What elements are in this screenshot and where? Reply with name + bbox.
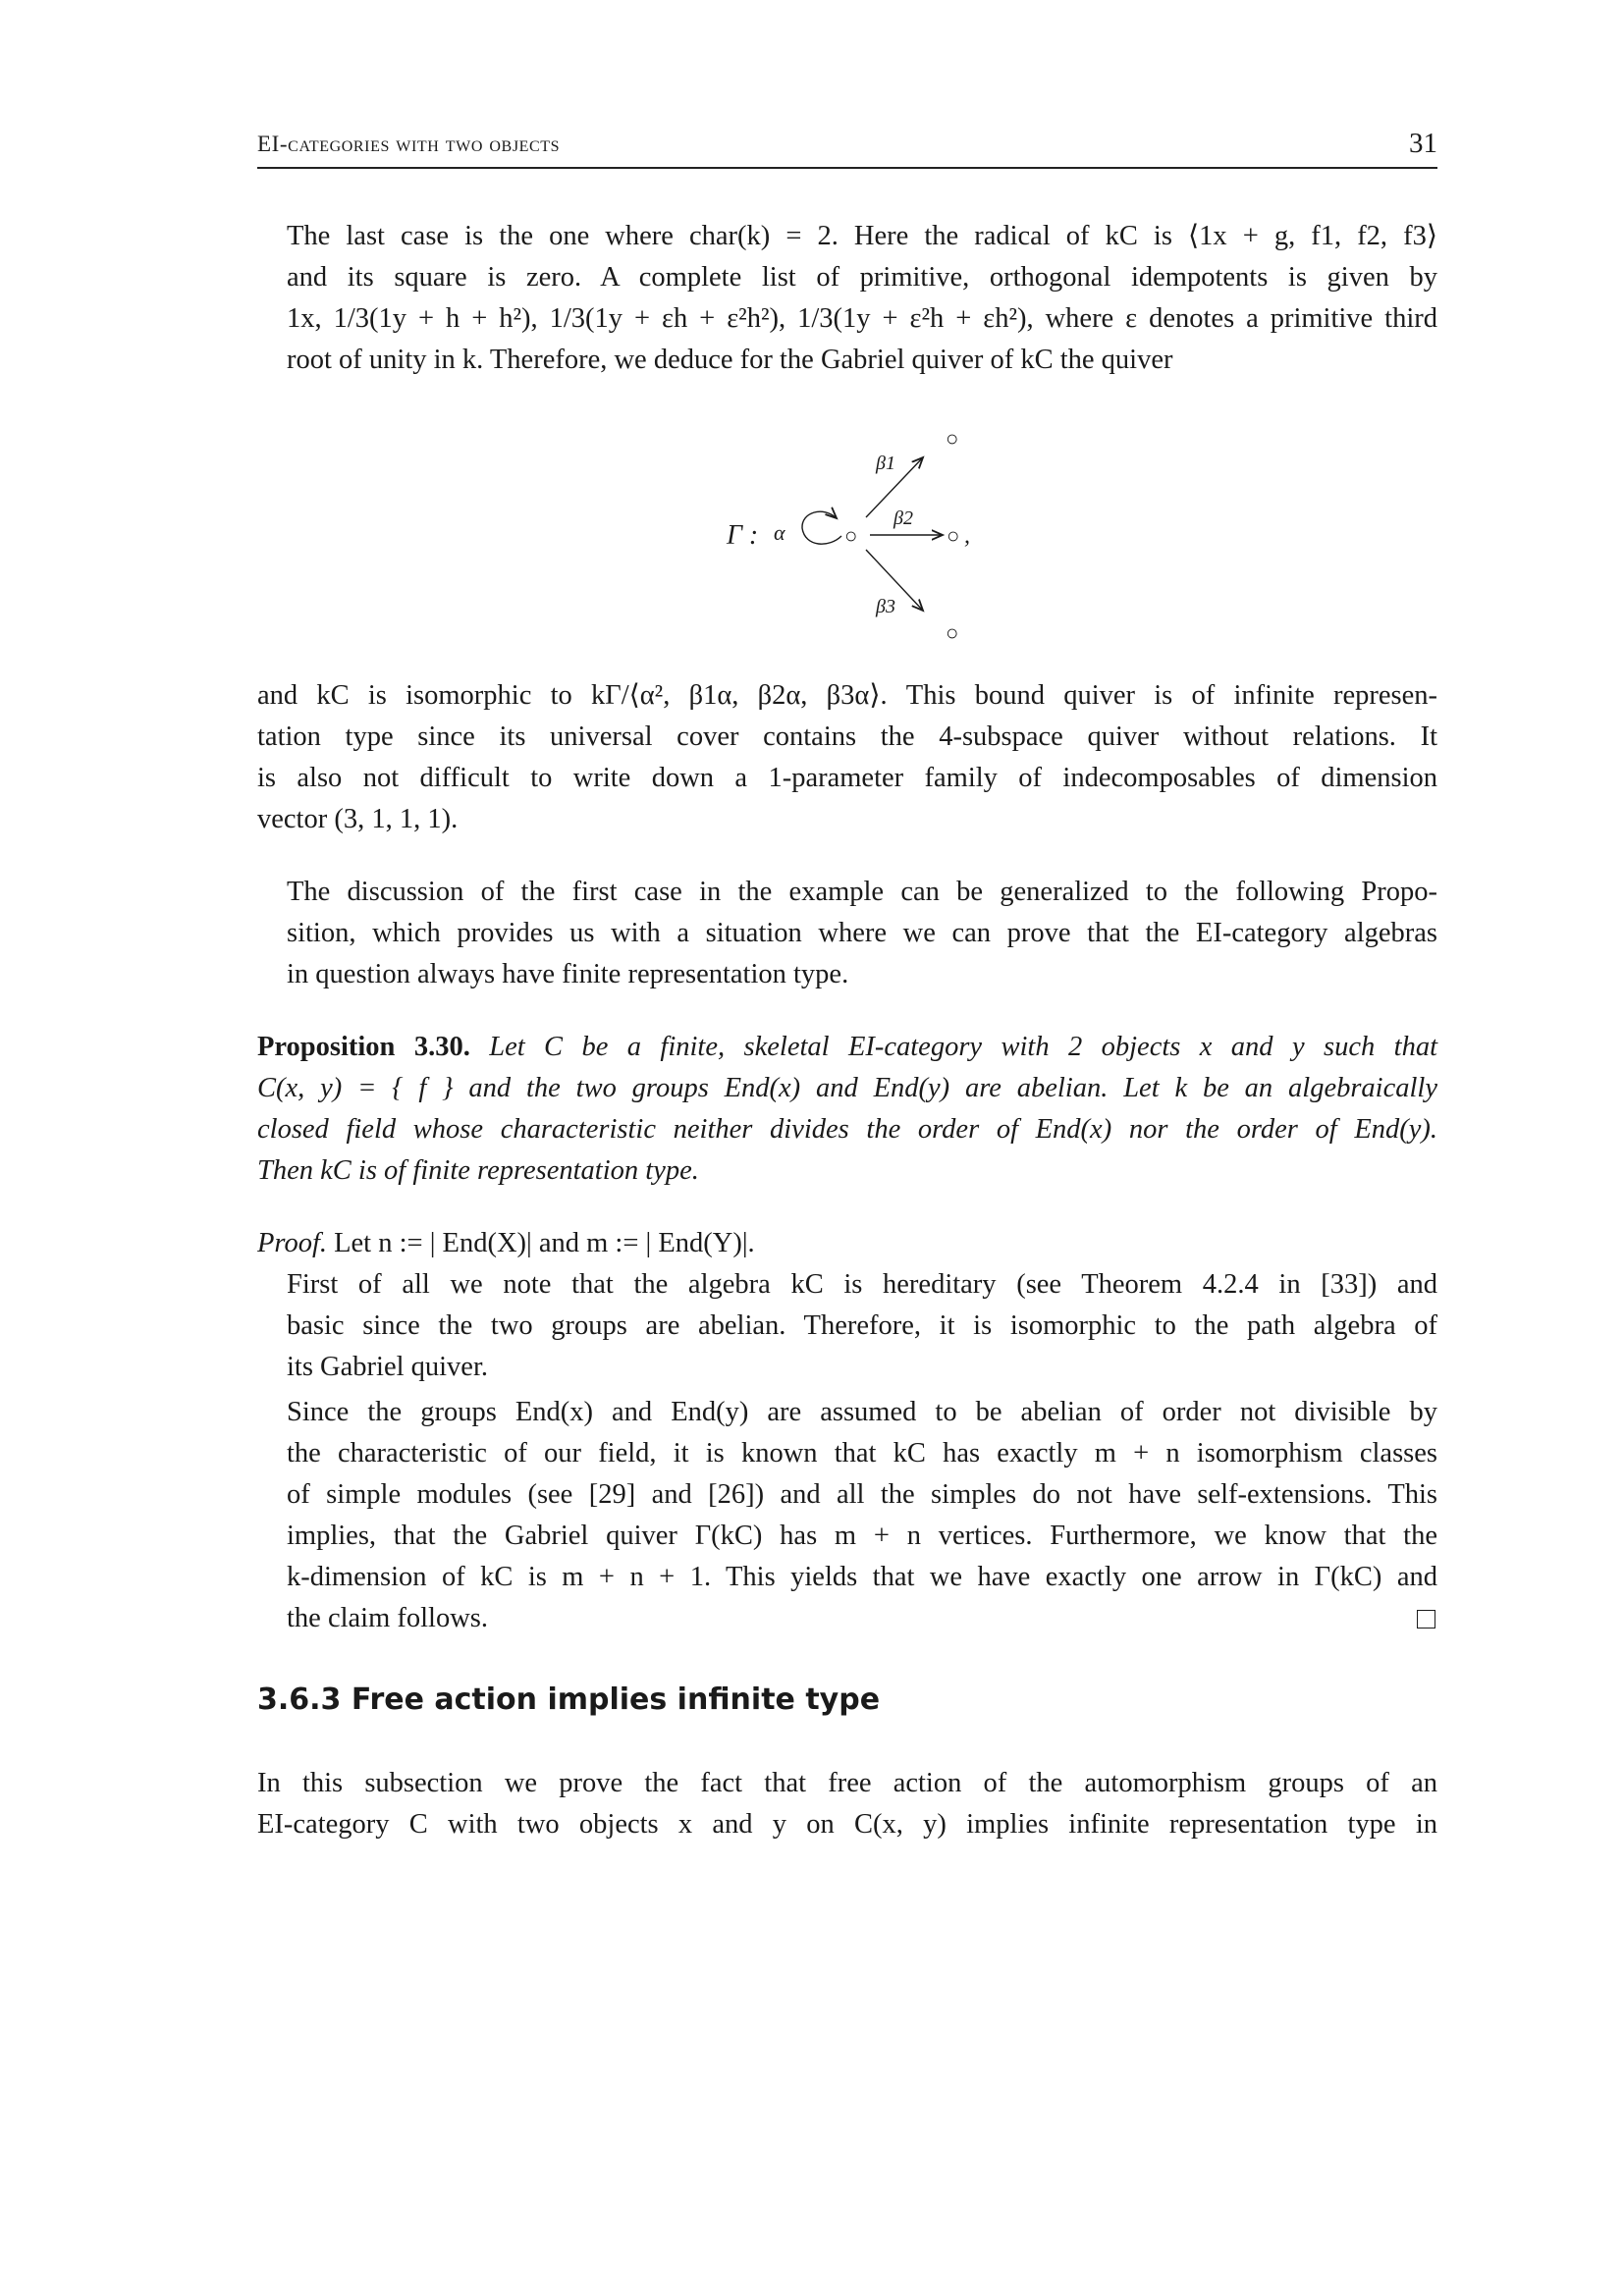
text-line: and its square is zero. A complete list of primitive, orthogonal idempotents is given by — [287, 262, 1437, 293]
text-line: Since the groups End(x) and End(y) are assumed to be abelian of order not divisible by — [287, 1397, 1437, 1427]
text-line: First of all we note that the algebra kC is hereditary (see Theorem 4.2.4 in [33]) and — [287, 1269, 1437, 1300]
right-vertex: ○ — [947, 523, 960, 548]
proposition-text: Let C be a finite, skeletal EI-category with 2 objects x and y such that — [489, 1032, 1437, 1062]
text-line: root of unity in k. Therefore, we deduce for the Gabriel quiver of kC the quiver — [287, 345, 1173, 375]
paragraph-isomorphic — [257, 675, 1437, 840]
text-line: of simple modules (see [29] and [26]) and all the simples do not have self-extensions. This — [287, 1479, 1437, 1510]
proposition-line: C(x, y) = { f } and the two groups End(x) and End(y) are abelian. Let k be an algebraically — [257, 1073, 1437, 1103]
proof-label: Proof. — [257, 1228, 327, 1258]
text-line: tation type since its universal cover contains the 4-subspace quiver without relations. It — [257, 721, 1437, 752]
trailing-comma: , — [964, 523, 970, 549]
bottom-vertex: ○ — [946, 620, 959, 645]
text-line: The discussion of the first case in the example can be generalized to the following Propo- — [287, 877, 1437, 907]
proposition-title: Proposition 3.30. — [257, 1032, 470, 1062]
text-line: the characteristic of our field, it is known that kC has exactly m + n isomorphism classes — [287, 1438, 1437, 1468]
text-line: The last case is the one where char(k) = 2. Here the radical of kC is ⟨1x + g, f1, f2, f3⟩ — [287, 221, 1437, 251]
proof-block — [257, 1223, 1437, 1264]
text-line: the claim follows. — [287, 1603, 488, 1633]
top-vertex: ○ — [946, 426, 959, 451]
text-line: sition, which provides us with a situation where we can prove that the EI-category algebras — [287, 918, 1437, 948]
loop-arrow-alpha — [802, 511, 841, 544]
paragraph-free-action — [257, 1763, 1437, 1845]
paragraph-discussion — [257, 872, 1437, 995]
proof-paragraph-hereditary — [257, 1264, 1437, 1388]
text-line: implies, that the Gabriel quiver Γ(kC) has m + n vertices. Furthermore, we know that the — [287, 1521, 1437, 1551]
text-line: in question always have finite representation type. — [287, 959, 849, 989]
proposition-line: closed field whose characteristic neither divides the order of End(x) nor the order of End(y). — [257, 1114, 1437, 1145]
text-line: k-dimension of kC is m + n + 1. This yields that we have exactly one arrow in Γ(kC) and — [287, 1562, 1437, 1592]
center-vertex: ○ — [844, 523, 858, 548]
page-number: 31 — [1409, 128, 1437, 159]
running-header — [257, 128, 1437, 169]
subsection-title: Free action implies infinite type — [351, 1682, 881, 1717]
proof-first-line — [257, 1223, 1437, 1264]
proof-definitions: Let n := | End(X)| and m := | End(Y)|. — [334, 1228, 755, 1258]
running-title: EI-categories with two objects — [257, 132, 561, 156]
proposition-3-30 — [257, 1027, 1437, 1192]
text-line: and kC is isomorphic to kΓ/⟨α², β1α, β2α, β3α⟩. This bound quiver is of infinite represen- — [257, 680, 1437, 711]
text-line: is also not difficult to write down a 1-parameter family of indecomposables of dimension — [257, 763, 1437, 793]
paragraph-radical — [257, 216, 1437, 381]
proof-paragraph-simples — [257, 1392, 1437, 1639]
text-line: EI-category C with two objects x and y on C(x, y) implies infinite representation type in — [257, 1809, 1437, 1840]
qed-square — [1417, 1610, 1435, 1629]
label-beta3: β3 — [876, 596, 895, 617]
label-beta2: β2 — [893, 507, 913, 529]
quiver-diagram — [687, 412, 1001, 667]
loop-label-alpha: α — [774, 520, 785, 545]
proposition-line: Then kC is of finite representation type. — [257, 1155, 699, 1186]
subsection-heading — [257, 1682, 880, 1717]
text-line: its Gabriel quiver. — [287, 1352, 488, 1382]
text-line: In this subsection we prove the fact that free action of the automorphism groups of an — [257, 1768, 1437, 1798]
text-line: 1x, 1/3(1y + h + h²), 1/3(1y + εh + ε²h²), 1/3(1y + ε²h + εh²), where ε denotes a primitive third — [287, 303, 1437, 334]
subsection-number: 3.6.3 — [257, 1682, 342, 1717]
text-line: vector (3, 1, 1, 1). — [257, 804, 459, 834]
quiver-name-label: Γ : — [727, 520, 759, 551]
text-line: basic since the two groups are abelian. Therefore, it is isomorphic to the path algebra of — [287, 1310, 1437, 1341]
label-beta1: β1 — [876, 453, 895, 474]
proposition-line — [257, 1027, 1437, 1068]
